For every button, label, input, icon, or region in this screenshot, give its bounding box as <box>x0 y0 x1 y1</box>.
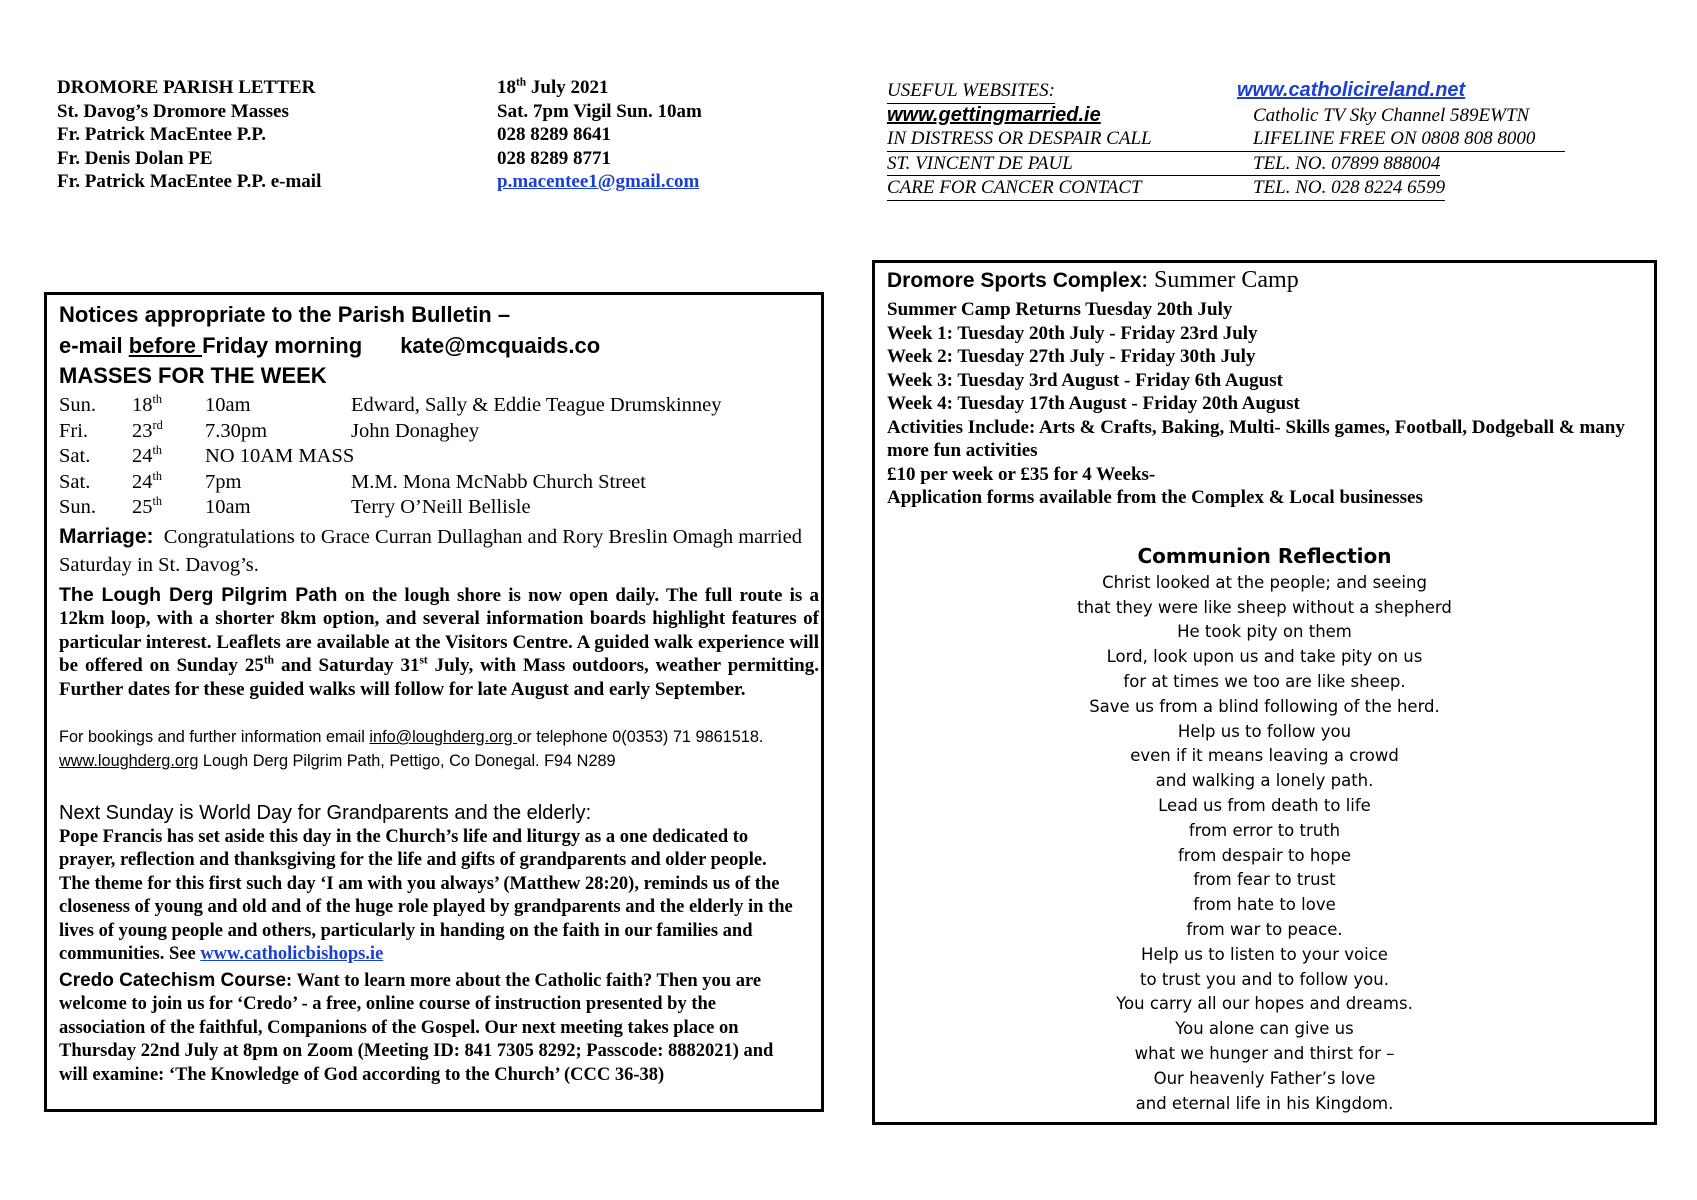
camp-line: Week 3: Tuesday 3rd August - Friday 6th August <box>887 369 1283 391</box>
lough-booking: For bookings and further information email info@loughderg.org or telephone 0(0353) 71 9861518. www.loughderg.org Lough Derg Pilgrim Path, Pettigo, Co Donegal. F94 N289 <box>59 728 764 770</box>
websites-title: USEFUL WEBSITES: <box>887 79 1055 104</box>
catholicireland-link[interactable]: www.catholicireland.net <box>1237 79 1466 101</box>
loughderg-email[interactable]: info@loughderg.org <box>369 728 518 746</box>
websites-row <box>887 152 1587 177</box>
catholic-tv: Catholic TV Sky Channel 589EWTN <box>1253 104 1530 126</box>
reflection-line: to trust you and to follow you. <box>1140 969 1389 989</box>
distress-value: LIFELINE FREE ON 0808 808 8000 <box>1253 128 1536 149</box>
camp-line: Week 1: Tuesday 20th July - Friday 23rd July <box>887 322 1258 344</box>
priest-name: Fr. Patrick MacEntee P.P. <box>57 124 266 145</box>
mass-row: Sat. 24th NO 10AM MASS <box>59 443 355 467</box>
reflection-line: You carry all our hopes and dreams. <box>1116 994 1413 1014</box>
reflection-line: You alone can give us <box>1175 1019 1354 1039</box>
distress-label: IN DISTRESS OR DESPAIR CALL <box>887 128 1152 149</box>
reflection-line: and eternal life in his Kingdom. <box>1135 1093 1394 1113</box>
reflection-line: Lord, look upon us and take pity on us <box>1106 647 1423 667</box>
notices-email[interactable]: kate@mcquaids.co <box>400 333 601 358</box>
reflection-line: and walking a lonely path. <box>1155 771 1374 791</box>
parish-letter-title: DROMORE PARISH LETTER <box>57 77 316 98</box>
communion-reflection <box>875 544 1654 1116</box>
mass-times: Sat. 7pm Vigil Sun. 10am <box>497 100 702 122</box>
websites-row <box>887 176 1587 201</box>
reflection-line: He took pity on them <box>1177 622 1352 642</box>
useful-websites <box>887 79 1587 201</box>
websites-row <box>887 127 1565 152</box>
reflection-line: from despair to hope <box>1177 845 1352 865</box>
pe-phone: 028 8289 8771 <box>497 147 611 169</box>
reflection-line: from hate to love <box>1193 895 1336 915</box>
header-row <box>57 100 757 124</box>
camp-line: Week 4: Tuesday 17th August - Friday 20th August <box>887 393 1300 414</box>
camp-line: Activities Include: Arts & Crafts, Baking, Multi- Skills games, Football, Dodgeball & many more fun activities <box>887 416 1625 461</box>
reflection-line: from war to peace. <box>1186 919 1343 939</box>
notices-email-line: e-mail before Friday morning kate@mcquaids.co <box>59 333 601 358</box>
reflection-line: what we hunger and thirst for – <box>1134 1043 1395 1063</box>
camp-details <box>887 298 1647 510</box>
header-row <box>57 123 757 147</box>
reflection-line: that they were like sheep without a shepherd <box>1077 597 1452 617</box>
websites-row <box>887 79 1587 104</box>
sports-complex-box <box>872 260 1657 1125</box>
parish-header <box>57 76 757 194</box>
masses-title: MASSES FOR THE WEEK <box>59 363 327 388</box>
reflection-line: Help us to listen to your voice <box>1141 944 1388 964</box>
camp-line: £10 per week or £35 for 4 Weeks- <box>887 463 1156 485</box>
camp-line: Application forms available from the Complex & Local businesses <box>887 487 1423 508</box>
reflection-title: Communion Reflection <box>1137 544 1392 568</box>
reflection-line: Save us from a blind following of the herd. <box>1089 696 1440 716</box>
reflection-line: from fear to trust <box>1193 870 1336 890</box>
grandparents-title: Next Sunday is World Day for Grandparents and the elderly: <box>59 802 592 824</box>
websites-row <box>887 104 1587 128</box>
credo-notice: Credo Catechism Course: Want to learn more about the Catholic faith? Then you are welcome to join us for ‘Credo’ - a free, online course of instruction presented by the association of the faithful, Companions of the Gospel. Our next meeting takes place on Thursday 22nd July at 8pm on Zoom (Meeting ID: 841 7305 8292; Passcode: 8882021) and will examine: ‘The Knowledge of God according to the Church’ (CCC 36-38) <box>59 970 774 1085</box>
svdp-value: TEL. NO. 07899 888004 <box>1253 152 1440 177</box>
reflection-line: Our heavenly Father’s love <box>1153 1068 1376 1088</box>
reflection-line: Lead us from death to life <box>1158 795 1371 815</box>
reflection-line: from error to truth <box>1188 820 1341 840</box>
mass-row: Sat. 24th 7pm M.M. Mona McNabb Church Street <box>59 468 646 493</box>
gettingmarried-link[interactable]: www.gettingmarried.ie <box>887 103 1101 126</box>
header-row <box>57 76 757 100</box>
grandparents-text: Pope Francis has set aside this day in the Church’s life and liturgy as a one dedicated to prayer, reflection and thanksgiving for the life and gifts of grandparents and older people. The theme for this first such day ‘I am with you always’ (Matthew 28:20), reminds us of the closeness of young and old and of the huge role played by grandparents and the elderly in the lives of young people and others, particularly in handing on the faith in our families and communities. See www.catholicbishops.ie <box>59 827 793 965</box>
email-label: Fr. Patrick MacEntee P.P. e-mail <box>57 171 322 192</box>
priest-email-link[interactable]: p.macentee1@gmail.com <box>497 171 700 192</box>
cancer-label: CARE FOR CANCER CONTACT <box>887 176 1253 201</box>
masses-table <box>59 393 722 521</box>
header-row <box>57 170 757 194</box>
camp-line: Summer Camp Returns Tuesday 20th July <box>887 299 1233 320</box>
mass-row: Sun. 25th 10am Terry O’Neill Bellisle <box>59 494 531 518</box>
reflection-line: even if it means leaving a crowd <box>1130 746 1399 766</box>
mass-row: Fri. 23rd 7.30pm John Donaghey <box>59 417 480 442</box>
loughderg-web-link[interactable]: www.loughderg.org <box>59 751 199 770</box>
priest-phone: 028 8289 8641 <box>497 124 611 145</box>
marriage-notice: Marriage: Congratulations to Grace Curran Dullaghan and Rory Breslin Omagh married Saturday in St. Davog’s. <box>59 525 802 576</box>
svdp-label: ST. VINCENT DE PAUL <box>887 152 1253 177</box>
reflection-line: for at times we too are like sheep. <box>1123 671 1406 691</box>
camp-title: Dromore Sports Complex: Summer Camp <box>887 267 1299 293</box>
catholicbishops-link[interactable]: www.catholicbishops.ie <box>200 944 384 965</box>
reflection-line: Help us to follow you <box>1177 721 1352 741</box>
masses-label: St. Davog’s Dromore Masses <box>57 100 289 122</box>
bulletin-date: 18th July 2021 <box>497 76 609 98</box>
pe-name: Fr. Denis Dolan PE <box>57 147 213 169</box>
mass-row: Sun. 18th 10am Edward, Sally & Eddie Teague Drumskinney <box>59 392 722 416</box>
reflection-line: Christ looked at the people; and seeing <box>1102 572 1427 592</box>
notices-box <box>44 292 824 1112</box>
cancer-value: TEL. NO. 028 8224 6599 <box>1253 176 1445 201</box>
header-row <box>57 147 757 171</box>
notices-heading: Notices appropriate to the Parish Bulletin – <box>59 302 511 327</box>
camp-line: Week 2: Tuesday 27th July - Friday 30th July <box>887 346 1256 367</box>
lough-derg-notice: The Lough Derg Pilgrim Path on the lough shore is now open daily. The full route is a 12km loop, with a shorter 8km option, and several information boards highlight features of particular interest. Leaflets are available at the Visitors Centre. A guided walk experience will be offered on Sunday 25th and Saturday 31st July, with Mass outdoors, weather permitting. Further dates for these guided walks will follow for late August and early September. <box>59 584 819 700</box>
